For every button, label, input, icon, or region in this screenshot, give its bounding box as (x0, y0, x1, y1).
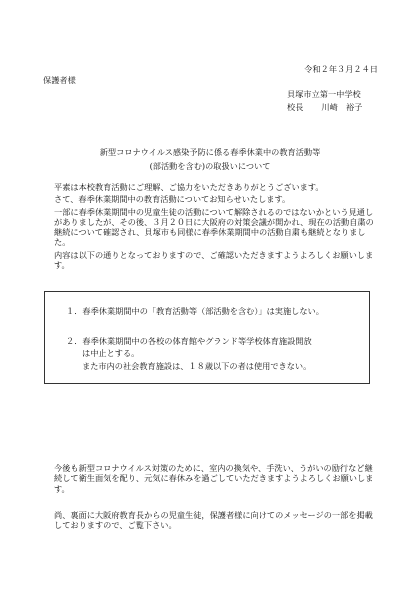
body-paragraph-1: 平素は本校教育活動にご理解、ご協力をいただきありがとうございます。 (54, 182, 324, 192)
recipient: 保護者様 (43, 75, 76, 85)
sender-title: 校長 (287, 102, 304, 113)
body-paragraph-2: さて、春季休業期間中の教育活動についてお知らせいたします。 (54, 194, 291, 205)
sender-principal (287, 102, 362, 112)
sender-block (287, 89, 362, 116)
document-date: 令和２年３月２４日 (304, 64, 378, 74)
closing-paragraph-2: 尚、裏面に大阪府教育長からの児童生徒，保護者様に向けてのメッセージの一部を掲載しておりますので、ご覧下さい。 (54, 509, 373, 530)
body-paragraph-4: 内容は以下の通りとなっておりますので、ご確認いただきますようよろしくお願いします。 (54, 249, 374, 270)
notice-item-2-line-2: は中止とする。 (82, 348, 140, 359)
notice-item-2 (66, 336, 312, 373)
title-line-1: 新型コロナウイルス感染予防に係る春季休業中の教育活動等 (99, 147, 321, 157)
sender-school: 貝塚市立第一中学校 (287, 89, 361, 99)
notice-item-2-line-1: ２．春季休業期間中の各校の体育館やグランド等学校体育施設開放 (66, 336, 312, 346)
notice-box (44, 291, 370, 384)
closing-paragraph-1: 今後も新型コロナウイルス対策のために、室内の換気や、手洗い、うがいの励行など継続して衛生面気を配り、元気に春休みを過ごしていただきますようよろしくお願いします。 (54, 463, 374, 494)
body-paragraph-3: 一部に春季休業期間中の児童生徒の活動について解除されるのではないかという見通しがありましたが、その後、３月２０日に大阪府の対策会議が開かれ、現在の活動自粛の継続について確認され、貝塚市も同様に春季休業期間中の活動自粛も継続となりました。 (54, 206, 374, 248)
closing-text (54, 463, 380, 546)
sender-name: 川崎 裕子 (321, 102, 363, 113)
document-title (0, 147, 420, 176)
notice-item-2-line-3: また市内の社会教育施設は、１８歳以下の者は使用できない。 (82, 360, 312, 371)
notice-item-1: １．春季休業期間中の「教育活動等（部活動を含む）」は実施しない。 (66, 306, 324, 316)
title-line-2: (部活動を含む)の取扱いについて (149, 161, 271, 172)
body-text (54, 182, 380, 272)
